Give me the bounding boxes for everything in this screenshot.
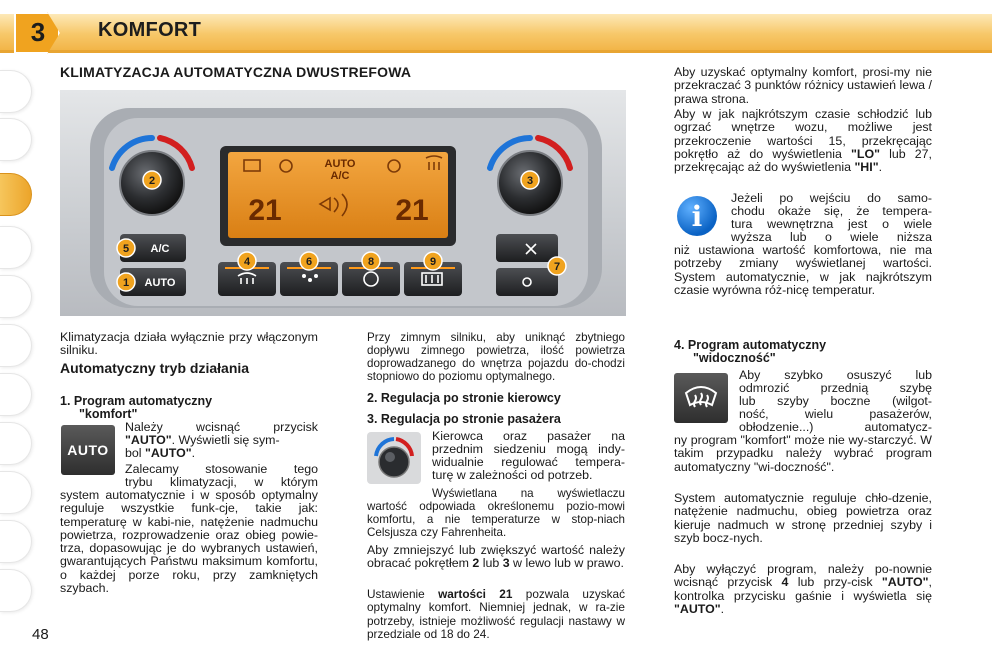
col2-p2-line2: przednim siedzeniu mogą indy- [432, 442, 625, 456]
heading-driver-side: 2. Regulacja po stronie kierowcy [367, 391, 561, 405]
col3-p6 [674, 563, 932, 616]
info-line2: chodu okaże się, że tempera- [731, 204, 932, 218]
callout-2: 2 [148, 175, 156, 187]
lo-keyword: "LO" [851, 146, 880, 161]
col2-p5 [367, 588, 625, 641]
col1-p1-line3-end: . [191, 446, 196, 460]
chapter-side-tab-active[interactable] [0, 173, 32, 216]
info-line4: wyższa lub o wiele niższa [731, 230, 932, 244]
display-right-temp: 21 [395, 194, 429, 227]
col3-p4-line5: obłodzenie...) automatycz- [739, 420, 932, 434]
col3-p4-line3: lub szyby boczne (wilgot- [739, 394, 932, 408]
col3-p4-line2: odmrozić przednią szybę [739, 381, 932, 395]
value-21-keyword: wartości 21 [438, 587, 513, 601]
col1-p2-line2: trybu klimatyzacji, w którym [125, 475, 318, 489]
callout-8: 8 [367, 256, 375, 268]
display-auto-label: AUTO [324, 158, 356, 170]
callout-5: 5 [122, 243, 130, 255]
program-1-title-line2: "komfort" [79, 407, 138, 421]
page-number: 48 [32, 626, 49, 643]
col3-p6-text: lub przy-cisk [788, 575, 882, 590]
chapter-side-tab[interactable] [0, 373, 32, 416]
chapter-side-tab[interactable] [0, 118, 32, 161]
chapter-side-tab[interactable] [0, 275, 32, 318]
auto-icon-label: AUTO [67, 442, 109, 458]
info-glyph: i [691, 199, 703, 233]
col2-p4-text: Aby zmniejszyć lub zwiększyć wartość należy obracać pokrętłem [367, 543, 625, 571]
info-icon [677, 196, 717, 236]
col3-p6-text: . [720, 601, 725, 616]
callout-6: 6 [305, 256, 313, 268]
col1-p1-line1: Należy wcisnąć przycisk [125, 420, 318, 434]
col2-p5-text: pozwala uzyskać optymalny komfort. Niemniej jednak, w ra-zie potrzeby, istnieje możliwość regulacji nastawy w przedziale od 18 do 24. [367, 587, 626, 641]
subtitle-auto-mode: Automatyczny tryb działania [60, 360, 250, 376]
heading-passenger-side: 3. Regulacja po stronie pasażera [367, 412, 561, 426]
auto-button-icon [61, 425, 115, 475]
header-underline [0, 50, 992, 53]
col3-p2-text: Aby w jak najkrótszym czasie schłodzić lub ogrzać wnętrze wozu, możliwe jest przekroczenie wartości 15, przekręcając pokrętło aż do wyświetlenia [674, 107, 932, 161]
temperature-knob-icon [367, 432, 421, 484]
col1-p1-line2-text: . Wyświetli się sym- [171, 433, 280, 447]
display-left-temp: 21 [248, 194, 282, 227]
callout-1: 1 [122, 277, 130, 289]
col2-p2-line1: Kierowca oraz pasażer na [432, 429, 625, 443]
col3-p4-rest: ny program "komfort" może nie wy-starczyć. W takim przypadku należy wybrać program automatyczny "wi-doczność". [674, 433, 932, 474]
col2-p4 [367, 544, 625, 571]
button-ref-4: 4 [781, 575, 789, 590]
program-4-title-line1: 4. Program automatyczny [674, 338, 827, 352]
chapter-number: 3 [30, 17, 46, 47]
callout-3: 3 [526, 175, 534, 187]
info-line3: tura wewnętrzna jest o wiele [731, 217, 932, 231]
col2-p3-rest: wartość odpowiada określonemu pozio-mowi komfortu, a nie temperaturze w stop-niach Celsjusza czy Fahrenheita. [367, 500, 625, 540]
chapter-side-tab[interactable] [0, 471, 32, 514]
auto-keyword: "AUTO" [674, 601, 721, 616]
callout-4: 4 [243, 256, 251, 268]
col3-p5: System automatycznie reguluje chło-dzenie, natężenie nadmuchu, obieg powietrza oraz kieruje nadmuch w stronę przedniej szyby i szyb bocz-nych. [674, 491, 932, 545]
climate-panel-photo [60, 90, 626, 316]
section-title: KLIMATYZACJA AUTOMATYCZNA DWUSTREFOWA [60, 64, 412, 80]
col3-p6-text: , kontrolka przycisku gaśnie i wyświetla się [674, 575, 932, 603]
chapter-side-tab[interactable] [0, 70, 32, 113]
col1-intro: Klimatyzacja działa wyłącznie przy włączonym silniku. [60, 330, 318, 358]
col2-p1: Przy zimnym silniku, aby uniknąć zbytniego dopływu zimnego powietrza, ilość powietrza doprowadzanego do wnętrza pojazdu do-chodzi stopniowo do poziomu optymalnego. [367, 331, 625, 384]
col2-p3-line1: Wyświetlana na wyświetlaczu [432, 487, 625, 500]
col1-p2-rest: system automatycznie i w sposób optymalny reguluje wszystkie funk-cje, takie jak: temperaturę w kabi-nie, natężenie nadmuchu powietrza, rozprowadzenie oraz obieg powie-trza, dopasowując je do wybranych ustawień, gwarantujących Państwu maksimum komfortu, o każdej porze roku, przy zamkniętych szybach. [60, 488, 318, 596]
callout-9: 9 [429, 256, 437, 268]
chapter-title: KOMFORT [98, 19, 202, 41]
col2-p2-line4: turę w zależności od potrzeb. [432, 468, 593, 482]
col1-p1-line3-text: bol [125, 446, 145, 460]
defrost-button-icon [674, 373, 728, 423]
auto-keyword: "AUTO" [144, 446, 192, 460]
program-1-title-line1: 1. Program automatyczny [60, 394, 213, 408]
program-4-title-line2: "widoczność" [693, 351, 776, 365]
col1-p1-line3 [125, 447, 318, 460]
col3-p1: Aby uzyskać optymalny komfort, prosi-my nie przekraczać 3 punktów różnicy ustawień lewa / prawa strona. [674, 65, 932, 106]
col3-p6-text: Aby wyłączyć program, należy po-nownie wcisnąć przycisk [674, 562, 932, 590]
col2-p2-line3: widualnie regulować tempera- [432, 455, 625, 469]
ac-button-label: A/C [150, 243, 170, 255]
chapter-side-tab[interactable] [0, 422, 32, 465]
col3-p2-text: . [878, 160, 883, 175]
col3-p4-line1: Aby szybko osuszyć lub [739, 368, 932, 382]
col1-p2-line1: Zalecamy stosowanie tego [125, 462, 318, 476]
callout-7: 7 [553, 261, 561, 273]
knob-ref-3: 3 [502, 556, 510, 571]
col3-p2-text: lub 27, przekręcając aż do wyświetlenia [674, 146, 932, 175]
col2-p5-text: Ustawienie [367, 587, 439, 601]
chapter-side-tab[interactable] [0, 569, 32, 612]
col3-p2 [674, 108, 932, 174]
chapter-side-tab[interactable] [0, 324, 32, 367]
auto-keyword: "AUTO" [125, 433, 172, 447]
chapter-side-tab[interactable] [0, 226, 32, 269]
info-rest: niż ustawiona wartość komfortowa, nie ma potrzeby zmiany wyświetlanej wartości. System automatycznie, w jak najkrótszym czasie wyrówna róż-nicę temperatur. [674, 243, 932, 297]
chapter-side-tab[interactable] [0, 520, 32, 563]
hi-keyword: "HI" [854, 160, 879, 175]
auto-keyword: "AUTO" [881, 575, 929, 590]
auto-button-label: AUTO [144, 277, 176, 289]
display-ac-label: A/C [330, 170, 350, 182]
col2-p4-text: lub [479, 556, 503, 571]
col2-p4-text: w lewo lub w prawo. [509, 556, 624, 571]
info-line1: Jeżeli po wejściu do samo- [731, 191, 932, 205]
knob-ref-2: 2 [472, 556, 480, 571]
col3-p4-line4: ność, wielu pasażerów, [739, 407, 932, 421]
